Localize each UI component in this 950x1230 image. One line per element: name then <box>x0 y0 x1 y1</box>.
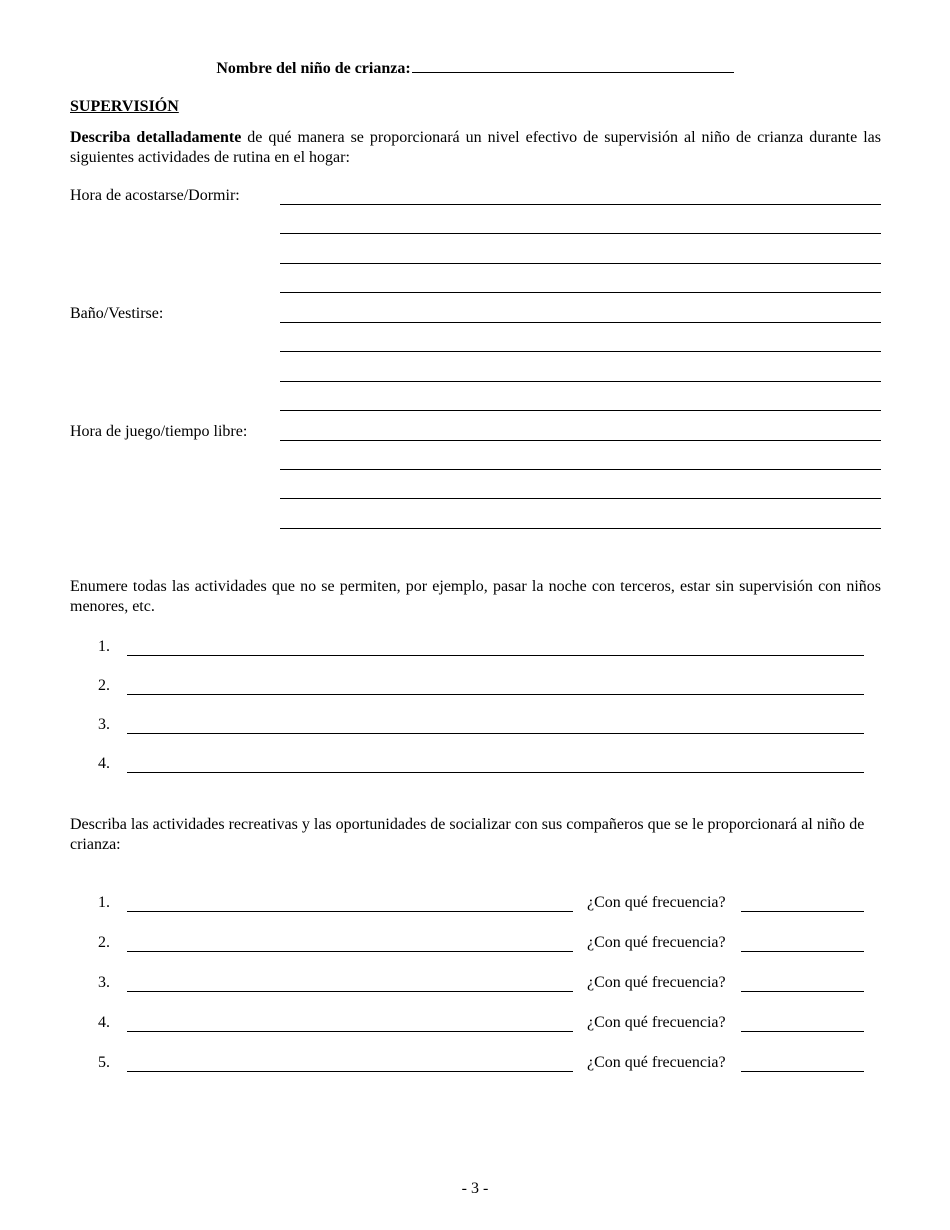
bathing-answer-line[interactable] <box>280 322 881 323</box>
frequency-line[interactable] <box>741 1071 864 1072</box>
supervision-intro-bold: Describa detalladamente <box>70 129 242 146</box>
prohibited-item-line[interactable] <box>127 655 864 656</box>
playtime-answer-line[interactable] <box>280 528 881 529</box>
bathing-answer-line[interactable] <box>280 381 881 382</box>
recreational-item-line[interactable] <box>127 1031 573 1032</box>
prohibited-item-line[interactable] <box>127 772 864 773</box>
bedtime-answer-line[interactable] <box>280 204 881 205</box>
playtime-answer-line[interactable] <box>280 469 881 470</box>
recreational-item-line[interactable] <box>127 951 573 952</box>
prohibited-item-number: 3. <box>98 716 110 733</box>
frequency-line[interactable] <box>741 911 864 912</box>
frequency-label: ¿Con qué frecuencia? <box>587 894 726 911</box>
recreational-item-line[interactable] <box>127 991 573 992</box>
frequency-label: ¿Con qué frecuencia? <box>587 934 726 951</box>
frequency-label: ¿Con qué frecuencia? <box>587 1054 726 1071</box>
supervision-intro <box>70 128 881 168</box>
activity-label-bathing: Baño/Vestirse: <box>70 305 164 322</box>
foster-child-name-field[interactable] <box>412 56 734 73</box>
recreational-item-number: 4. <box>98 1014 110 1031</box>
frequency-label: ¿Con qué frecuencia? <box>587 974 726 991</box>
recreational-activities-prompt: Describa las actividades recreativas y las oportunidades de socializar con sus compañeros que se le proporcionará al niño de crianza: <box>70 816 865 853</box>
prohibited-activities-prompt: Enumere todas las actividades que no se permiten, por ejemplo, pasar la noche con terceros, estar sin supervisión con niños menores, etc. <box>70 578 881 615</box>
prohibited-item-line[interactable] <box>127 733 864 734</box>
playtime-answer-line[interactable] <box>280 440 881 441</box>
foster-child-name-label: Nombre del niño de crianza: <box>216 60 411 77</box>
prohibited-item-number: 4. <box>98 755 110 772</box>
bedtime-answer-line[interactable] <box>280 233 881 234</box>
recreational-item-line[interactable] <box>127 911 573 912</box>
recreational-item-number: 3. <box>98 974 110 991</box>
recreational-item-number: 1. <box>98 894 110 911</box>
frequency-line[interactable] <box>741 991 864 992</box>
foster-child-name-row <box>0 56 950 78</box>
frequency-line[interactable] <box>741 1031 864 1032</box>
activity-label-playtime: Hora de juego/tiempo libre: <box>70 423 248 440</box>
bathing-answer-line[interactable] <box>280 351 881 352</box>
supervision-intro-text: de qué manera se proporcionará un nivel efectivo de supervisión al niño de crianza durante las siguientes actividades de rutina en el hogar: <box>70 129 881 166</box>
prohibited-item-number: 2. <box>98 677 110 694</box>
section-title-supervision: SUPERVISIÓN <box>70 98 179 115</box>
recreational-item-line[interactable] <box>127 1071 573 1072</box>
prohibited-item-line[interactable] <box>127 694 864 695</box>
bedtime-answer-line[interactable] <box>280 263 881 264</box>
frequency-label: ¿Con qué frecuencia? <box>587 1014 726 1031</box>
bathing-answer-line[interactable] <box>280 410 881 411</box>
page-number: - 3 - <box>461 1180 489 1197</box>
recreational-item-number: 2. <box>98 934 110 951</box>
bedtime-answer-line[interactable] <box>280 292 881 293</box>
frequency-line[interactable] <box>741 951 864 952</box>
playtime-answer-line[interactable] <box>280 498 881 499</box>
prohibited-item-number: 1. <box>98 638 110 655</box>
activity-label-bedtime: Hora de acostarse/Dormir: <box>70 187 240 204</box>
recreational-item-number: 5. <box>98 1054 110 1071</box>
